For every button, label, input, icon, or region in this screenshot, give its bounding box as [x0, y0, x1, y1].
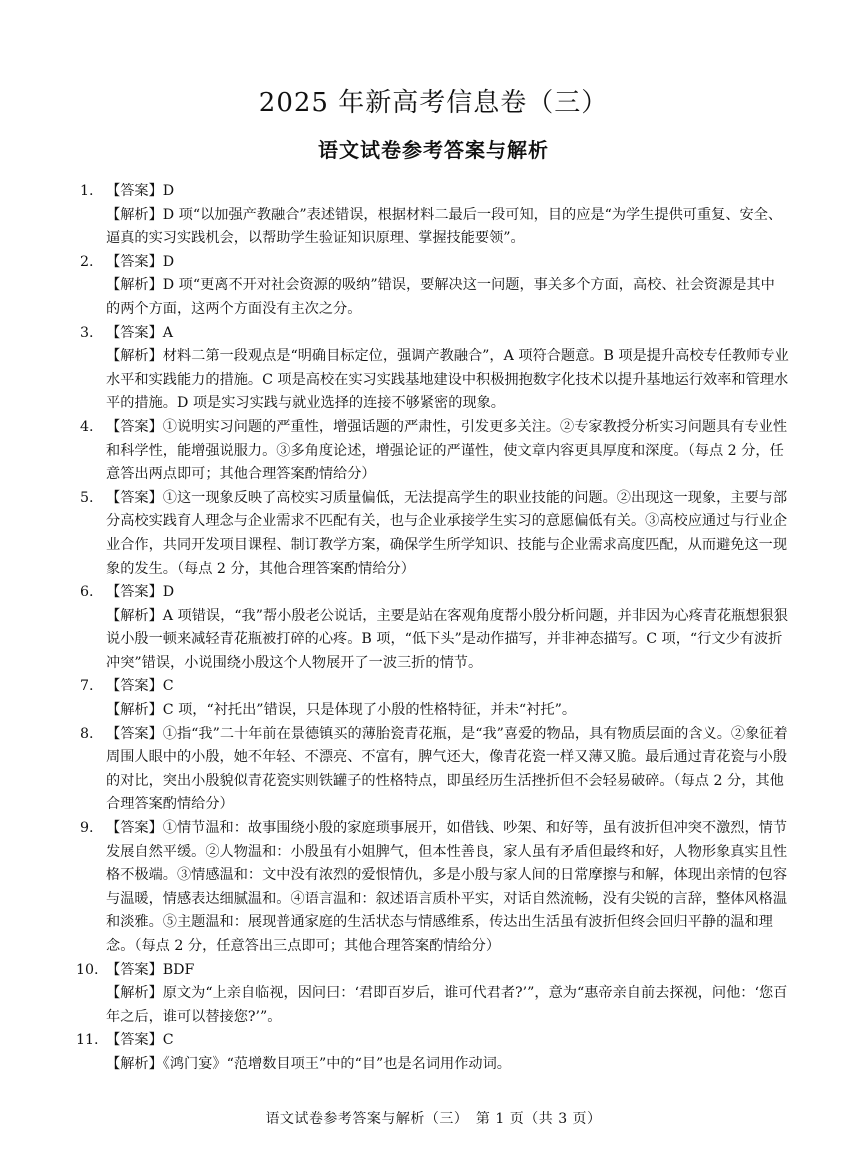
item-answer: 【答案】D — [106, 253, 175, 270]
page-footer: 语文试卷参考答案与解析（三） 第 1 页（共 3 页） — [265, 1111, 602, 1127]
item-analysis: 【解析】材料二第一段观点是“明确目标定位，强调产教融合”，A 项符合题意。B 项是提升高校专任教师专业水平和实践能力的措施。C 项是高校在实习实践基地建设中积极拥抱数字化技术以提升基地运行效率和管理水平的措施。D 项是实习实践与就业选择的连接不够紧密的现象。 — [106, 348, 789, 412]
list-item — [80, 723, 789, 817]
item-answer: 【答案】D — [106, 584, 175, 601]
answer-list — [76, 180, 789, 1077]
item-answer: 【答案】C — [106, 1032, 174, 1049]
item-number: 6. — [80, 584, 94, 601]
list-item — [80, 180, 789, 251]
list-item — [80, 416, 789, 487]
list-item — [80, 581, 789, 675]
item-answer: 【答案】①指“我”二十年前在景德镇买的薄胎瓷青花瓶，是“我”喜爱的物品，具有物质层面的含义。②象征着周围人眼中的小殷，她不年轻、不漂亮、不富有，脾气还大，像青花瓷一样又薄又脆。最后通过青花瓷与小殷的对比，突出小殷貌似青花瓷实则铁罐子的性格特点，即虽经历生活挫折但不会轻易破碎。（每点 2 分，其他合理答案酌情给分） — [106, 725, 788, 813]
item-number: 4. — [80, 418, 94, 435]
item-answer: 【答案】①这一现象反映了高校实习质量偏低，无法提高学生的职业技能的问题。②出现这一现象，主要与部分高校实践育人理念与企业需求不匹配有关，也与企业承接学生实习的意愿偏低有关。③高校应通过与行业企业合作，共同开发项目课程、制订教学方案，确保学生所学知识、技能与企业需求高度匹配，从而避免这一现象的发生。（每点 2 分，其他合理答案酌情给分） — [106, 489, 788, 577]
item-analysis: 【解析】原文为“上亲自临视，因问曰：‘君即百岁后，谁可代君者?’”，意为“惠帝亲自前去探视，问他：‘您百年之后，谁可以替接您?’”。 — [106, 985, 788, 1025]
list-item — [80, 675, 789, 722]
item-answer: 【答案】①情节温和：故事围绕小殷的家庭琐事展开，如借钱、吵架、和好等，虽有波折但冲突不激烈，情节发展自然平缓。②人物温和：小殷虽有小姐脾气，但本性善良，家人虽有矛盾但最终和好，人物形象真实且性格不极端。③情感温和：文中没有浓烈的爱恨情仇，多是小殷与家人间的日常摩擦与和解，体现出亲情的包容与温暖，情感表达细腻温和。④语言温和：叙述语言质朴平实，对话自然流畅，没有尖锐的言辞，整体风格温和淡雅。⑤主题温和：展现普通家庭的生活状态与情感维系，传达出生活虽有波折但终会回归平静的温和理念。（每点 2 分，任意答出三点即可；其他合理答案酌情给分） — [106, 820, 788, 954]
item-number: 1. — [80, 183, 94, 199]
list-item — [80, 817, 789, 959]
item-number: 2. — [80, 253, 94, 270]
item-number: 3. — [80, 324, 94, 341]
item-answer: 【答案】D — [106, 183, 175, 199]
item-number: 9. — [80, 820, 94, 837]
list-item — [80, 251, 789, 322]
item-answer: 【答案】A — [106, 324, 173, 341]
page-subtitle: 语文试卷参考答案与解析 — [318, 138, 549, 162]
item-number: 8. — [80, 725, 94, 742]
item-answer: 【答案】①说明实习问题的严重性，增强话题的严肃性，引发更多关注。②专家教授分析实习问题具有专业性和科学性，能增强说服力。③多角度论述，增强论证的严谨性，使文章内容更具厚度和深度。（每点 2 分，任意答出两点即可；其他合理答案酌情给分） — [106, 418, 788, 483]
list-item — [76, 959, 789, 1030]
item-answer: 【答案】C — [106, 678, 174, 695]
item-answer: 【答案】BDF — [106, 961, 195, 978]
list-item — [80, 322, 789, 416]
item-number: 10. — [76, 961, 99, 978]
page-title: 2025 年新高考信息卷（三） — [258, 88, 609, 118]
list-item — [76, 1029, 789, 1076]
item-analysis: 【解析】C 项，“衬托出”错误，只是体现了小殷的性格特征，并未“衬托”。 — [106, 702, 577, 719]
item-analysis: 【解析】A 项错误，“我”帮小殷老公说话，主要是站在客观角度帮小殷分析问题，并非因为心疼青花瓶想狠狠说小殷一顿来减轻青花瓶被打碎的心疼。B 项，“低下头”是动作描写，并非神态描写。C 项，“行文少有波折冲突”错误，小说围绕小殷这个人物展开了一波三折的情节。 — [106, 607, 788, 671]
item-analysis: 【解析】《鸿门宴》“范增数目项王”中的“目”也是名词用作动词。 — [106, 1055, 511, 1072]
list-item — [80, 487, 789, 581]
item-analysis: 【解析】D 项“以加强产教融合”表述错误，根据材料二最后一段可知，目的应是“为学生提供可重复、安全、逼真的实习实践机会，以帮助学生验证知识原理、掌握技能要领”。 — [106, 206, 783, 247]
item-number: 11. — [76, 1032, 99, 1049]
item-number: 7. — [80, 678, 94, 695]
item-analysis: 【解析】D 项“更离不开对社会资源的吸纳”错误，要解决这一问题，事关多个方面，高校、社会资源是其中的两个方面，这两个方面没有主次之分。 — [106, 277, 775, 317]
item-number: 5. — [80, 489, 94, 506]
